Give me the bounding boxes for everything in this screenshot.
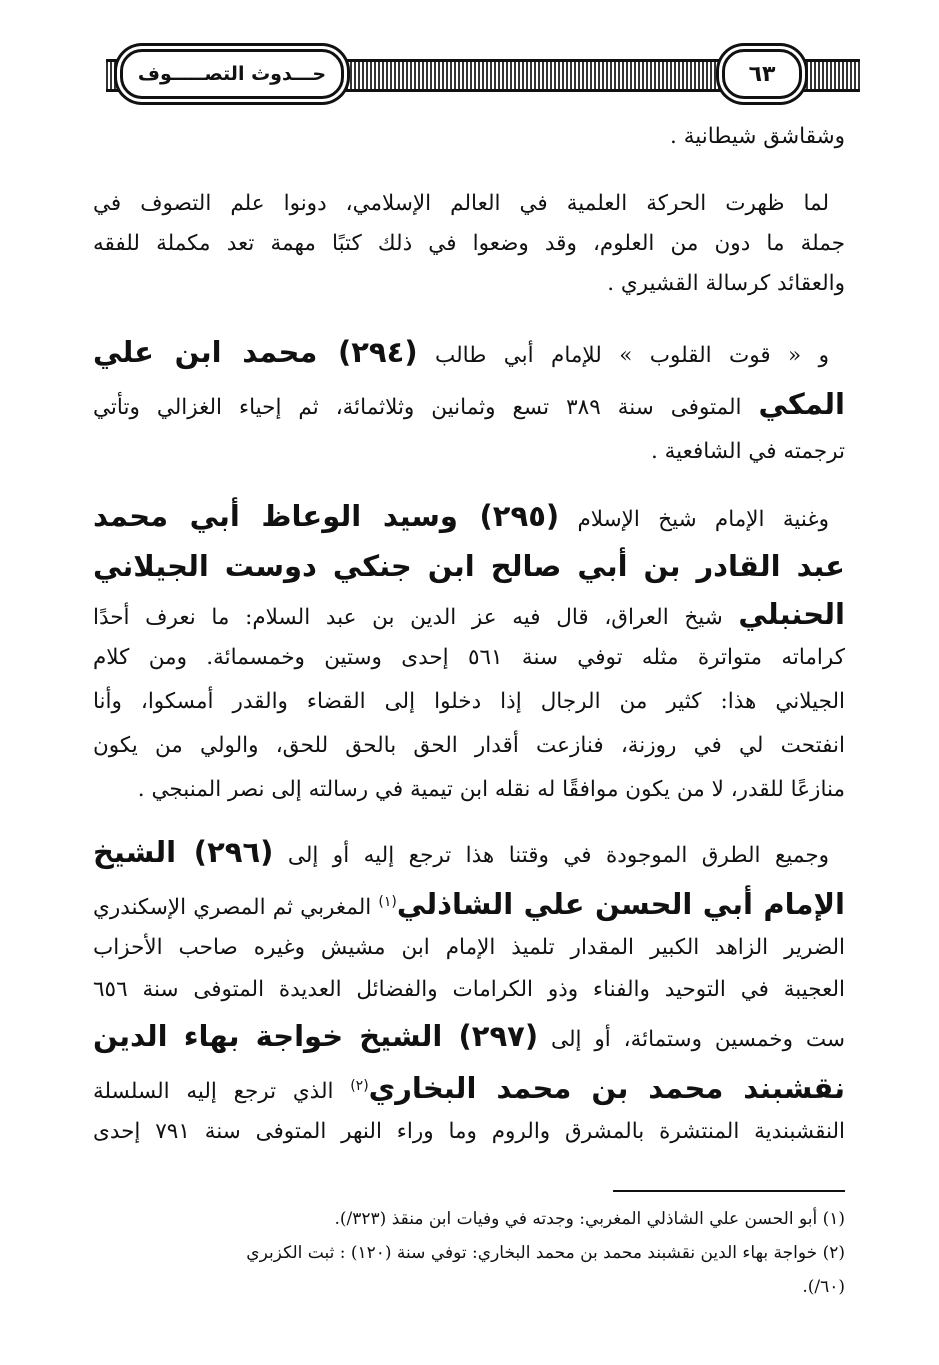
entry-heading: عبد القادر بن أبي صالح ابن جنكي دوست الجيلاني [93, 549, 845, 583]
entry-heading: (٢٩٥) وسيد الوعاظ أبي محمد [93, 499, 560, 533]
entry-heading: نقشبند محمد بن محمد البخاري [368, 1071, 845, 1106]
entry-heading: الحنبلي [738, 597, 845, 631]
text-line: الإمام أبي الحسن علي الشاذلي$^{(١)}$ المغربي ثم المصري الإسكندري [93, 887, 846, 922]
text-line: و « قوت القلوب » للإمام أبي طالب (٢٩٤) محمد ابن علي [93, 335, 829, 369]
text-line: ترجمته في الشافعية . [650, 439, 845, 464]
text-line: الضرير الزاهد الكبير المقدار تلميذ الإمام ابن مشيش وغيره صاحب الأحزاب [93, 935, 845, 960]
text-line: ست وخمسين وستمائة، أو إلى (٢٩٧) الشيخ خواجة بهاء الدين [93, 1019, 845, 1053]
text-line: وجميع الطرق الموجودة في وقتنا هذا ترجع إليه أو إلى (٢٩٦) الشيخ [93, 835, 829, 869]
text-line: وغنية الإمام شيخ الإسلام (٢٩٥) وسيد الوعاظ أبي محمد [93, 499, 829, 533]
text-line: منازعًا للقدر، لا من يكون موافقًا له نقله ابن تيمية في رسالته إلى نصر المنبجي . [137, 777, 845, 802]
text-line: نقشبند محمد بن محمد البخاري$^{(٢)}$ الذي ترجع إليه السلسلة [93, 1071, 845, 1106]
footnote: (١) أبو الحسن علي الشاذلي المغربي: وجدته في وفيات ابن منقذ (٣٢٣/). [334, 1209, 845, 1229]
text-line: النقشبندية المنتشرة بالمشرق والروم وما وراء النهر المتوفى سنة ٧٩١ إحدى [93, 1119, 845, 1144]
text-line: انفتحت لي في روزنة، فنازعت أقدار الحق بالحق للحق، والولي من يكون [93, 733, 845, 758]
text-line: وشقاشق شيطانية . [670, 124, 845, 149]
footnote-marker: (٢) [350, 1078, 369, 1094]
entry-heading: (٢٩٤) محمد ابن علي [93, 335, 418, 369]
text-line: والعقائد كرسالة القشيري . [607, 271, 845, 296]
entry-heading: الإمام أبي الحسن علي الشاذلي [396, 887, 846, 922]
running-header [106, 46, 860, 102]
footnote-marker: (١) [378, 894, 397, 910]
text-line: العجيبة في التوحيد والفناء وذو الكرامات والفضائل العديدة المتوفى سنة ٦٥٦ [93, 977, 845, 1002]
page-number: ٦٣ [722, 49, 802, 99]
text-line: جملة ما دون من العلوم، وقد وضعوا في ذلك كتبًا مهمة تعد مكملة للفقه [93, 231, 845, 256]
text-line: لما ظهرت الحركة العلمية في العالم الإسلامي، دونوا علم التصوف في [93, 191, 829, 216]
entry-heading: (٢٩٧) الشيخ خواجة بهاء الدين [93, 1019, 539, 1053]
text-line: كراماته متواترة مثله توفي سنة ٥٦١ إحدى وستين وخمسمائة. ومن كلام [93, 645, 845, 670]
entry-heading: المكي [758, 387, 845, 421]
footnote: (٦٠/). [802, 1277, 845, 1297]
footnote-separator [613, 1190, 845, 1192]
footnote: (٢) خواجة بهاء الدين نقشبند محمد بن محمد البخاري: توفي سنة (١٢٠) : ثبت الكزبري [246, 1243, 845, 1263]
text-line: المكي المتوفى سنة ٣٨٩ تسع وثمانين وثلاثمائة، ثم إحياء الغزالي وتأتي [93, 387, 845, 421]
text-line: الجيلاني هذا: كثير من الرجال إذا دخلوا إلى القضاء والقدر أمسكوا، وأنا [93, 689, 845, 714]
text-line [93, 544, 845, 592]
running-title: حـــدوث التصـــــوف [120, 49, 344, 99]
text-line: الحنبلي شيخ العراق، قال فيه عز الدين بن عبد السلام: ما نعرف أحدًا [93, 597, 845, 631]
entry-heading: (٢٩٦) الشيخ [93, 835, 274, 869]
